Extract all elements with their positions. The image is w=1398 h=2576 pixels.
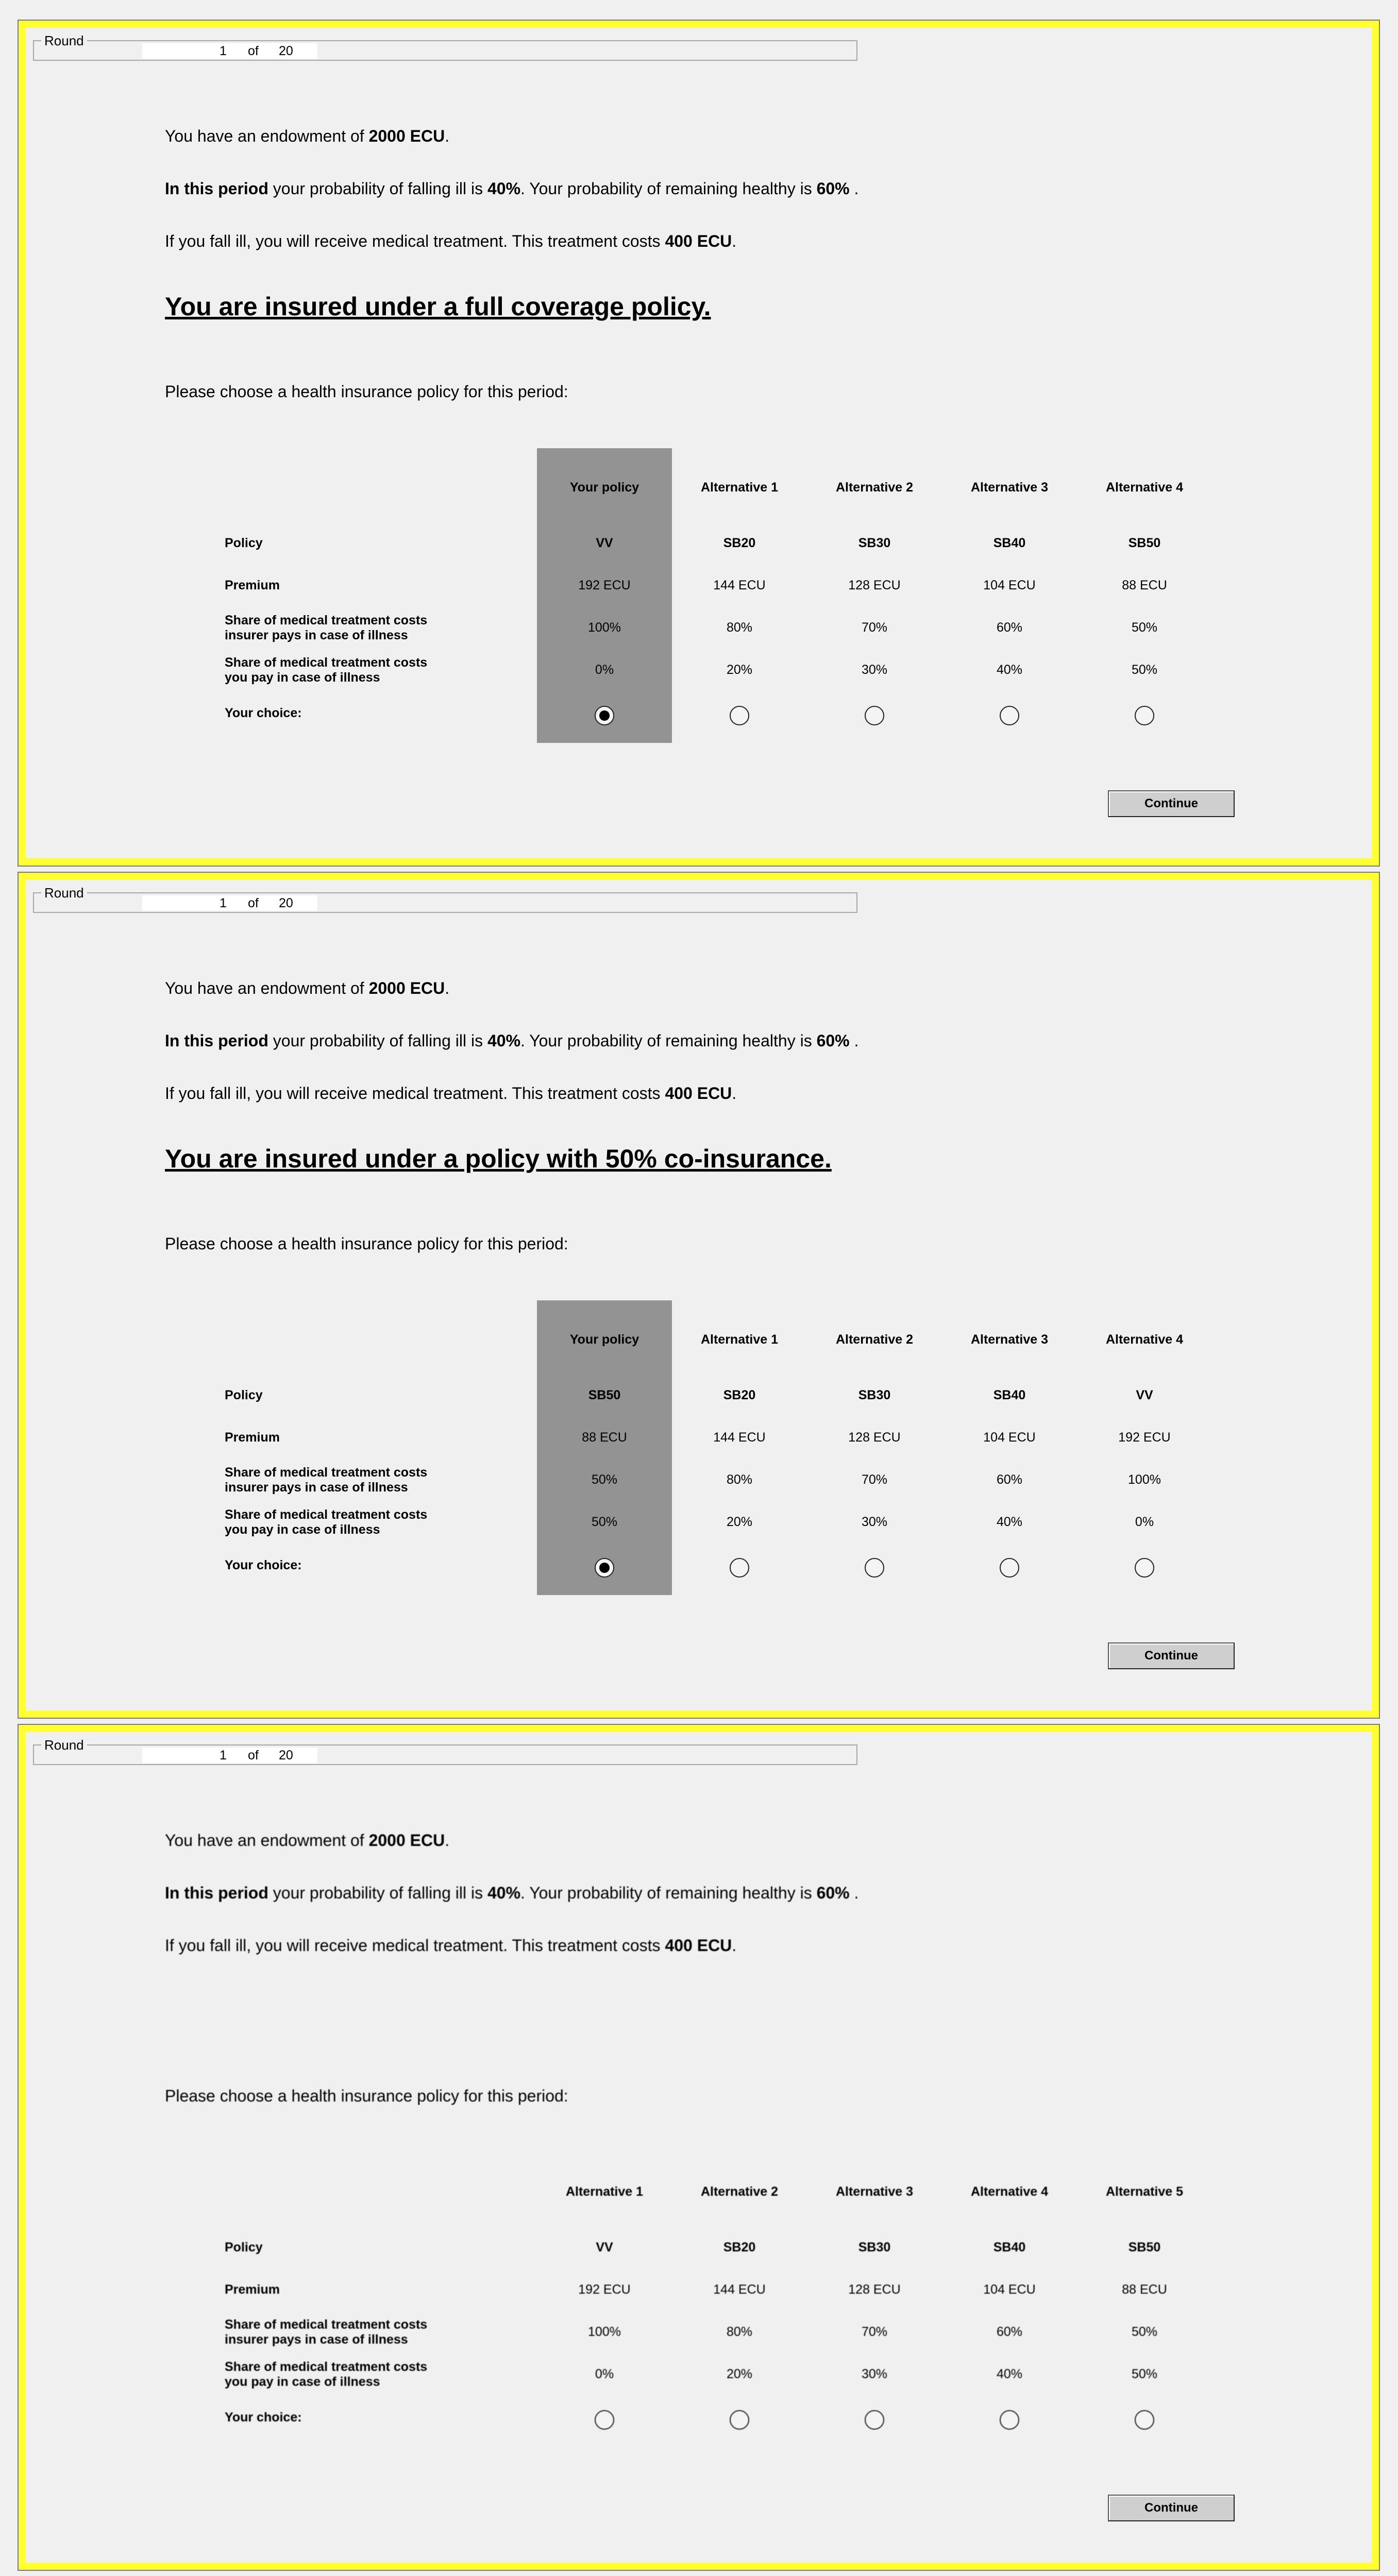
column-header: Alternative 4	[1105, 1332, 1184, 1347]
policy-choice-radio[interactable]	[865, 706, 884, 725]
insurer-share-value: 60%	[996, 2325, 1023, 2339]
round-of: of	[248, 1748, 259, 1762]
probability-text: In this period your probability of falling ill is 40%. Your probability of remaining healthy is 60% .	[165, 1884, 859, 1902]
row-label-insurer-share: Share of medical treatment costs insurer pays in case of illness	[225, 613, 428, 642]
round-of: of	[248, 44, 259, 58]
column-header: Alternative 4	[970, 2184, 1049, 2199]
your-share-value: 50%	[1131, 2367, 1158, 2381]
probability-text: In this period your probability of falling ill is 40%. Your probability of remaining healthy is 60% .	[165, 179, 859, 198]
column-header: Alternative 1	[700, 1332, 779, 1347]
your-share-value: 20%	[726, 663, 753, 677]
column-header: Alternative 1	[565, 2184, 644, 2199]
round-of: of	[248, 896, 259, 910]
round-counter	[142, 43, 317, 59]
round-current: 1	[220, 896, 227, 910]
column-header: Alternative 2	[700, 2184, 779, 2199]
column-header: Alternative 4	[1105, 480, 1184, 495]
row-label-insurer-share: Share of medical treatment costs insurer pays in case of illness	[225, 1465, 428, 1495]
column-header: Your policy	[569, 480, 639, 495]
endowment-text: You have an endowment of 2000 ECU.	[165, 979, 450, 997]
round-label: Round	[41, 33, 87, 49]
policy-name: SB30	[858, 1388, 891, 1402]
round-total: 20	[279, 44, 293, 58]
probability-text: In this period your probability of falling ill is 40%. Your probability of remaining healthy is 60% .	[165, 1031, 859, 1050]
screen-co-insurance	[19, 873, 1379, 1718]
continue-button[interactable]: Continue	[1108, 2495, 1235, 2521]
coverage-heading: You are insured under a policy with 50% co-insurance.	[165, 1144, 832, 1173]
treatment-text: If you fall ill, you will receive medical treatment. This treatment costs 400 ECU.	[165, 1084, 737, 1103]
policy-choice-radio[interactable]	[730, 1558, 749, 1578]
policy-name: VV	[596, 536, 613, 550]
insurer-share-value: 60%	[996, 620, 1023, 635]
column-header: Alternative 3	[970, 1332, 1049, 1347]
premium-value: 88 ECU	[1122, 578, 1167, 592]
policy-choice-radio[interactable]	[1000, 2410, 1019, 2430]
round-indicator	[33, 1737, 857, 1765]
premium-value: 104 ECU	[983, 1430, 1036, 1445]
premium-value: 128 ECU	[848, 2282, 901, 2297]
continue-button[interactable]: Continue	[1108, 790, 1235, 817]
policy-name: SB40	[993, 536, 1026, 550]
treatment-text: If you fall ill, you will receive medical treatment. This treatment costs 400 ECU.	[165, 232, 737, 250]
premium-value: 144 ECU	[713, 2282, 766, 2297]
insurer-share-value: 60%	[996, 1472, 1023, 1487]
policy-choice-radio[interactable]	[730, 706, 749, 725]
premium-value: 88 ECU	[582, 1430, 627, 1445]
insurer-share-value: 50%	[1131, 620, 1158, 635]
your-share-value: 0%	[595, 663, 614, 677]
row-label-policy: Policy	[225, 536, 263, 550]
premium-value: 88 ECU	[1122, 2282, 1167, 2297]
round-label: Round	[41, 1737, 87, 1753]
row-label-choice: Your choice:	[225, 1558, 302, 1572]
round-label: Round	[41, 885, 87, 901]
row-label-premium: Premium	[225, 1430, 280, 1445]
choose-instruction: Please choose a health insurance policy for this period:	[165, 2087, 568, 2105]
continue-button[interactable]: Continue	[1108, 1642, 1235, 1669]
policy-choice-radio[interactable]	[1000, 706, 1019, 725]
row-label-your-share: Share of medical treatment costs you pay in case of illness	[225, 1507, 428, 1537]
insurer-share-value: 100%	[588, 2325, 621, 2339]
coverage-heading: You are insured under a full coverage policy.	[165, 292, 711, 321]
treatment-text: If you fall ill, you will receive medical treatment. This treatment costs 400 ECU.	[165, 1936, 737, 1955]
premium-value: 128 ECU	[848, 1430, 901, 1445]
your-share-value: 20%	[726, 2367, 753, 2381]
premium-value: 192 ECU	[578, 578, 631, 592]
your-share-value: 0%	[1135, 1515, 1154, 1529]
policy-choice-radio[interactable]	[1135, 1558, 1154, 1578]
round-indicator	[33, 885, 857, 913]
policy-name: SB20	[723, 1388, 756, 1402]
row-label-policy: Policy	[225, 2240, 263, 2255]
policy-choice-radio[interactable]	[1135, 2410, 1154, 2430]
policy-name: VV	[596, 2240, 613, 2255]
insurer-share-value: 70%	[861, 2325, 888, 2339]
policy-choice-radio[interactable]	[1135, 706, 1154, 725]
your-share-value: 30%	[861, 2367, 888, 2381]
policy-name: SB30	[858, 536, 891, 550]
policy-name: SB50	[1128, 536, 1161, 550]
round-indicator	[33, 33, 857, 61]
insurer-share-value: 50%	[1131, 2325, 1158, 2339]
insurer-share-value: 100%	[1128, 1472, 1161, 1487]
column-header: Alternative 3	[835, 2184, 914, 2199]
round-current: 1	[220, 44, 227, 58]
row-label-choice: Your choice:	[225, 2410, 302, 2425]
row-label-insurer-share: Share of medical treatment costs insurer pays in case of illness	[225, 2317, 428, 2347]
policy-name: SB20	[723, 536, 756, 550]
premium-value: 104 ECU	[983, 578, 1036, 592]
column-header: Alternative 3	[970, 480, 1049, 495]
insurer-share-value: 50%	[591, 1472, 618, 1487]
policy-choice-radio[interactable]	[1000, 1558, 1019, 1578]
premium-value: 192 ECU	[578, 2282, 631, 2297]
endowment-text: You have an endowment of 2000 ECU.	[165, 1831, 450, 1850]
column-header: Alternative 2	[835, 1332, 914, 1347]
your-share-value: 40%	[996, 1515, 1023, 1529]
column-header: Alternative 1	[700, 480, 779, 495]
endowment-text: You have an endowment of 2000 ECU.	[165, 127, 450, 145]
insurer-share-value: 80%	[726, 620, 753, 635]
policy-name: SB20	[723, 2240, 756, 2255]
row-label-choice: Your choice:	[225, 706, 302, 720]
policy-choice-radio[interactable]	[595, 706, 614, 725]
policy-name: VV	[1136, 1388, 1153, 1402]
choose-instruction: Please choose a health insurance policy for this period:	[165, 1234, 568, 1253]
premium-value: 128 ECU	[848, 578, 901, 592]
your-share-value: 40%	[996, 663, 1023, 677]
round-total: 20	[279, 896, 293, 910]
row-label-premium: Premium	[225, 2282, 280, 2297]
insurer-share-value: 70%	[861, 1472, 888, 1487]
policy-choice-radio[interactable]	[730, 2410, 749, 2430]
insurer-share-value: 70%	[861, 620, 888, 635]
your-share-value: 0%	[595, 2367, 614, 2381]
column-header: Alternative 2	[835, 480, 914, 495]
row-label-policy: Policy	[225, 1388, 263, 1402]
insurer-share-value: 80%	[726, 1472, 753, 1487]
insurer-share-value: 100%	[588, 620, 621, 635]
premium-value: 104 ECU	[983, 2282, 1036, 2297]
premium-value: 192 ECU	[1118, 1430, 1171, 1445]
your-share-value: 30%	[861, 1515, 888, 1529]
round-counter	[142, 1748, 317, 1763]
round-counter	[142, 895, 317, 911]
choose-instruction: Please choose a health insurance policy for this period:	[165, 382, 568, 401]
your-share-value: 50%	[591, 1515, 618, 1529]
premium-value: 144 ECU	[713, 1430, 766, 1445]
policy-choice-radio[interactable]	[595, 2410, 614, 2430]
screen-full-coverage	[19, 21, 1379, 866]
policy-choice-radio[interactable]	[865, 1558, 884, 1578]
insurer-share-value: 80%	[726, 2325, 753, 2339]
row-label-your-share: Share of medical treatment costs you pay in case of illness	[225, 655, 428, 685]
your-share-value: 40%	[996, 2367, 1023, 2381]
premium-value: 144 ECU	[713, 578, 766, 592]
column-header: Alternative 5	[1105, 2184, 1184, 2199]
your-share-value: 20%	[726, 1515, 753, 1529]
screen-no-current-policy	[19, 1725, 1379, 2570]
round-total: 20	[279, 1748, 293, 1762]
column-header: Your policy	[569, 1332, 639, 1347]
policy-name: SB40	[993, 1388, 1026, 1402]
your-share-value: 50%	[1131, 663, 1158, 677]
policy-name: SB50	[1128, 2240, 1161, 2255]
your-share-value: 30%	[861, 663, 888, 677]
policy-name: SB40	[993, 2240, 1026, 2255]
row-label-premium: Premium	[225, 578, 280, 592]
row-label-your-share: Share of medical treatment costs you pay in case of illness	[225, 2360, 428, 2389]
round-current: 1	[220, 1748, 227, 1762]
policy-choice-radio[interactable]	[595, 1558, 614, 1578]
policy-name: SB30	[858, 2240, 891, 2255]
policy-name: SB50	[588, 1388, 621, 1402]
policy-choice-radio[interactable]	[865, 2410, 884, 2430]
